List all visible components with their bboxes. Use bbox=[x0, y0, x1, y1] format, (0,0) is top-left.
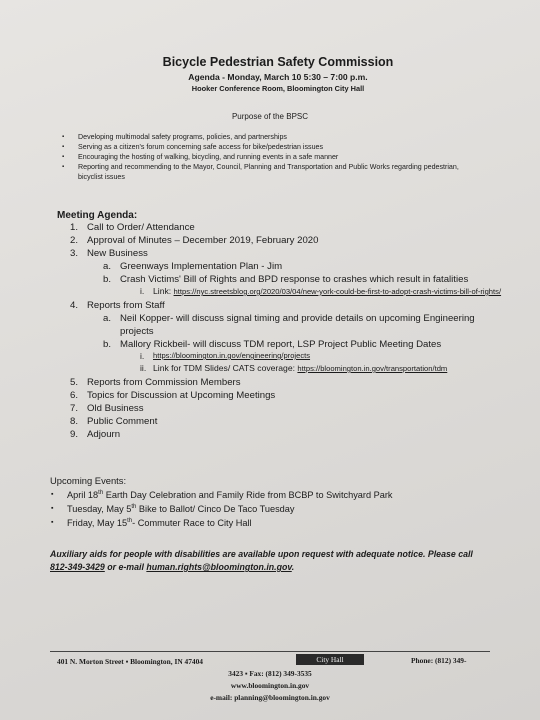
agenda-item-text: Reports from Staff bbox=[87, 300, 165, 311]
agenda-link-item bbox=[140, 351, 510, 361]
notice-phone[interactable]: 812-349-3429 bbox=[50, 562, 105, 572]
agenda-subitem-letter: a. bbox=[103, 261, 112, 272]
accessibility-notice bbox=[50, 548, 480, 574]
agenda-item-text: Reports from Commission Members bbox=[87, 377, 241, 388]
engineering-projects-link[interactable]: https://bloomington.in.gov/engineering/projects bbox=[153, 351, 311, 360]
purpose-item-text: Serving as a citizen's forum concerning safe access for bike/pedestrian issues bbox=[78, 143, 324, 151]
bullet-icon: ▪ bbox=[51, 519, 54, 526]
event-date-suffix: th bbox=[131, 503, 137, 510]
agenda-link-item bbox=[140, 286, 510, 297]
agenda-item-number: 6. bbox=[70, 390, 79, 401]
event-date: Friday, May 15 bbox=[67, 518, 128, 528]
footer-divider bbox=[50, 651, 490, 652]
event-date: Tuesday, May 5 bbox=[67, 504, 132, 514]
agenda-subitem-text: Greenways Implementation Plan - Jim bbox=[120, 261, 283, 272]
event-item bbox=[50, 488, 490, 502]
agenda-list bbox=[70, 221, 510, 441]
bullet-icon: ▪ bbox=[62, 164, 65, 170]
agenda-item-text: Adjourn bbox=[87, 429, 121, 440]
notice-email-link[interactable]: human.rights@bloomington.in.gov bbox=[146, 562, 292, 572]
footer-email: e-mail: planning@bloomington.in.gov bbox=[210, 693, 330, 702]
footer-fax: 3423 ▪ Fax: (812) 349-3535 bbox=[228, 669, 312, 678]
agenda-item-number: 7. bbox=[70, 403, 79, 414]
event-text: Earth Day Celebration and Family Ride from BCBP to Switchyard Park bbox=[103, 490, 393, 500]
purpose-list bbox=[60, 132, 485, 182]
event-item bbox=[50, 516, 490, 530]
bullet-icon: ▪ bbox=[51, 505, 54, 512]
events-heading: Upcoming Events: bbox=[50, 475, 127, 486]
agenda-item bbox=[70, 428, 510, 441]
event-date-suffix: th bbox=[127, 517, 133, 524]
agenda-item bbox=[70, 376, 510, 389]
purpose-item bbox=[60, 142, 485, 152]
agenda-item bbox=[70, 221, 510, 234]
agenda-item-text: Public Comment bbox=[87, 416, 158, 427]
event-text: - Commuter Race to City Hall bbox=[132, 518, 252, 528]
meeting-date-line: Agenda - Monday, March 10 5:30 – 7:00 p.m. bbox=[188, 72, 368, 82]
notice-text: . bbox=[291, 562, 295, 572]
agenda-heading: Meeting Agenda: bbox=[57, 210, 138, 221]
purpose-item bbox=[60, 132, 485, 142]
purpose-item bbox=[60, 152, 485, 162]
footer-phone: Phone: (812) 349- bbox=[411, 656, 467, 665]
agenda-item bbox=[70, 415, 510, 428]
agenda-subitem-letter: b. bbox=[103, 274, 112, 285]
bullet-icon: ▪ bbox=[62, 134, 65, 140]
bullet-icon: ▪ bbox=[51, 491, 54, 498]
agenda-item-number: 2. bbox=[70, 235, 79, 246]
agenda-item bbox=[70, 247, 510, 260]
footer-website: www.bloomington.in.gov bbox=[230, 681, 310, 690]
agenda-item-text: Old Business bbox=[87, 403, 144, 414]
agenda-link-numeral: i. bbox=[140, 286, 145, 296]
event-item bbox=[50, 502, 490, 516]
notice-text: Auxiliary aids for people with disabilities are available upon request with adequate notice. Please call bbox=[50, 549, 473, 559]
agenda-item bbox=[70, 402, 510, 415]
notice-text: or e-mail bbox=[104, 562, 147, 572]
agenda-link-numeral: i. bbox=[140, 351, 145, 361]
agenda-subitem-text: Mallory Rickbeil- will discuss TDM report, LSP Project Public Meeting Dates bbox=[120, 339, 442, 350]
agenda-subitem-text: Crash Victims' Bill of Rights and BPD response to crashes which result in fatalities bbox=[120, 274, 469, 285]
footer-city-hall-label: City Hall bbox=[296, 654, 364, 665]
purpose-item-text: Reporting and recommending to the Mayor, Council, Planning and Transportation and Public Works regarding pedestrian, bicyclist issues bbox=[78, 163, 459, 181]
event-date-suffix: th bbox=[98, 489, 104, 496]
agenda-subitem bbox=[103, 338, 510, 351]
footer-address: 401 N. Morton Street ▪ Bloomington, IN 47404 bbox=[57, 657, 203, 666]
purpose-item-text: Encouraging the hosting of walking, bicycling, and running events in a safe manner bbox=[78, 153, 339, 161]
agenda-item-number: 4. bbox=[70, 300, 79, 311]
agenda-link-numeral: ii. bbox=[140, 363, 147, 373]
footer-contact bbox=[185, 668, 355, 704]
crash-victims-link[interactable]: https://nyc.streetsblog.org/2020/03/04/new-york-could-be-first-to-adopt-crash-victims-bill-of-rights/ bbox=[173, 287, 502, 296]
agenda-link-label: Link for TDM Slides/ CATS coverage: bbox=[153, 363, 298, 373]
bullet-icon: ▪ bbox=[62, 154, 65, 160]
purpose-item bbox=[60, 162, 485, 182]
agenda-item bbox=[70, 234, 510, 247]
agenda-link-item bbox=[140, 363, 510, 374]
agenda-item-number: 8. bbox=[70, 416, 79, 427]
purpose-item-text: Developing multimodal safety programs, policies, and partnerships bbox=[78, 133, 287, 141]
agenda-item-number: 5. bbox=[70, 377, 79, 388]
event-date: April 18 bbox=[67, 490, 99, 500]
events-list bbox=[50, 488, 490, 530]
agenda-link-label: Link: bbox=[153, 286, 174, 296]
agenda-subitem-text: Neil Kopper- will discuss signal timing and provide details on upcoming Engineering projects bbox=[120, 313, 475, 337]
agenda-subitem-letter: b. bbox=[103, 339, 112, 350]
tdm-link[interactable]: https://bloomington.in.gov/transportation/tdm bbox=[297, 364, 448, 373]
bullet-icon: ▪ bbox=[62, 144, 65, 150]
agenda-item bbox=[70, 389, 510, 402]
agenda-item-text: Call to Order/ Attendance bbox=[87, 222, 195, 233]
agenda-item-text: New Business bbox=[87, 248, 148, 259]
purpose-heading: Purpose of the BPSC bbox=[231, 112, 309, 121]
agenda-item-text: Approval of Minutes – December 2019, February 2020 bbox=[87, 235, 319, 246]
agenda-item-text: Topics for Discussion at Upcoming Meetings bbox=[87, 390, 276, 401]
agenda-subitem bbox=[103, 312, 510, 338]
agenda-item bbox=[70, 299, 510, 312]
meeting-location: Hooker Conference Room, Bloomington City Hall bbox=[191, 84, 365, 93]
agenda-subitem-letter: a. bbox=[103, 313, 112, 324]
agenda-item-number: 9. bbox=[70, 429, 79, 440]
agenda-subitem bbox=[103, 260, 510, 273]
document-title: Bicycle Pedestrian Safety Commission bbox=[162, 55, 394, 69]
event-text: Bike to Ballot/ Cinco De Taco Tuesday bbox=[136, 504, 295, 514]
agenda-subitem bbox=[103, 273, 510, 286]
agenda-item-number: 1. bbox=[70, 222, 79, 233]
agenda-item-number: 3. bbox=[70, 248, 79, 259]
